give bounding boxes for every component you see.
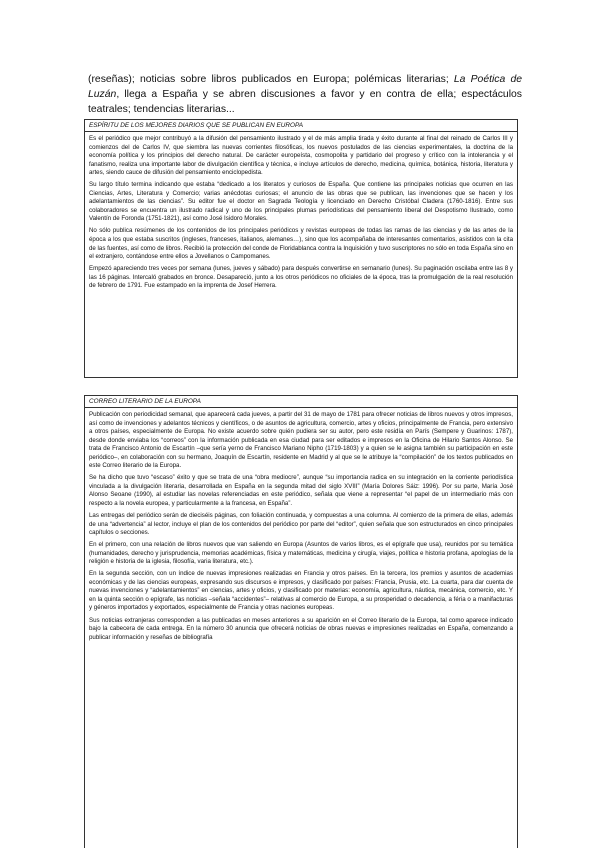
box1-paragraph-3: No sólo publica resúmenes de los contenidos de los principales periódicos y revistas europeas de todas las ramas de las ciencias y de las artes de la época a los que estaba suscritos (ingleses, franceses, italianos, alemanes…), sino que los acompañaba de interesantes comentarios, asistidos con la cita de las fuentes, así como de libros. Recibió la protección del conde de Floridablanca contra la Inquisición y tuvo suscriptores no sólo en toda España sino en el extranjero, contándose entre ellos a Jovellanos o Campomanes. (89, 227, 513, 261)
box2-paragraph-5: En la segunda sección, con un índice de nuevas impresiones realizadas en Francia y otros países. En la tercera, los premios y asuntos de academias económicas y de las ciencias europeas, expresando sus discursos e impresos, y clasificado por países: Francia, Prusia, etc. La cuarta, para dar cuenta de nuevas invenciones y “adelantamientos” en ciencias, artes y oficios, y clasificado por materias: economía, agricultura, náutica, mecánica, comercio, etc. Y en la quinta sección o epígrafe, las noticias –señala “accidentes”– relativas al comercio de Europa, a su prosperidad o decadencia, a féria o a manifacturas y géneros importados y exportados, especialmente de Francia y otras naciones europeas. (89, 570, 513, 612)
box1-paragraph-4: Empezó apareciendo tres veces por semana (lunes, jueves y sábado) para después convertirse en semanario (lunes). Su paginación oscilaba entre las 8 y las 16 páginas. Intercaló grabados en bronce. Desapareció, junto a los otros periódicos no oficiales de la época, tras la promulgación de la real resolución de febrero de 1791. Fue estampado en la imprenta de Josef Herrera. (89, 265, 513, 290)
box2-paragraph-2: Se ha dicho que tuvo “escaso” éxito y que se trata de una “obra mediocre”, aunque “su importancia radica en su integración en la corriente periodística vinculada a la divulgación literaria, desarrollada en España en la segunda mitad del siglo XVIII” (María Dolores Sáiz: 1996). Por su parte, María José Alonso Seoane (1990), al estudiar las novelas referenciadas en este periódico, señala que viene a representar “el papel de un intermediario más con respecto a la novela europea, y particularmente a la francesa, en España”. (89, 474, 513, 507)
box2-paragraph-1: Publicación con periodicidad semanal, que aparecerá cada jueves, a partir del 31 de mayo de 1781 para ofrecer noticias de libros nuevos y otros impresos, así como de invenciones y adelantos técnicos y científicos, o de asuntos de agricultura, comercio, artes y oficios, principalmente de Francia, pero extensivo a otros países, especialmente de Europa. No existe acuerdo sobre quién pudiera ser su autor, pero este residía en París (Sempere y Guarinos: 1787), desde donde enviaba los “correos” con la información publicada en esa ciudad para ser editados e impresos en la Oficina de Hilario Santos Alonso. Se trata de Francisco Antonio de Escartín –que sería yerno de Francisco Mariano Nipho (1719-1803) y a quien se le asigna también su participación en este periódico–, en colaboración con su hermano, Joaquín de Escartín, residente en Madrid y al que se le atribuye la “compilación” de los textos publicados en este Correo literario de la Europa. (89, 411, 513, 470)
intro-paragraph (88, 72, 522, 117)
intro-text-2: , llega a España y se abren discusiones a favor y en contra de ella; espectáculos teatrales; tendencias literarias... (88, 89, 522, 115)
box2-paragraph-4: En el primero, con una relación de libros nuevos que van saliendo en Europa (Asuntos de varios libros, es el epígrafe que usa), reunidos por su temática (humanidades, derecho y jurisprudencia, memorias académicas, física y matemáticas, medicina y cirugía, viajes, política e historia profana, apologías de la religión e historia de la iglesia, filosofía, varia literatura, etc.). (89, 541, 513, 566)
box-title-correo: CORREO LITERARIO DE LA EUROPA (85, 397, 517, 408)
intro-text-1: (reseñas); noticias sobre libros publicados en Europa; polémicas literarias; (88, 74, 454, 85)
box1-paragraph-1: Es el periódico que mejor contribuyó a la difusión del pensamiento ilustrado y el de más amplia tirada y éxito durante al final del reinado de Carlos III y comienzos del de Carlos IV, que siembra las nuevas corrientes filosóficas, los nuevos postulados de las ciencias experimentales, la doctrina de la economía política y los principios del derecho natural. De carácter europeísta, cosmopolita y partidario del progreso y crítico con la intolerancia y el fanatismo, realiza una importante labor de divulgación científica y técnica, e incluye artículos de derecho, medicina, química, botánica, historia, literatura y artes, siendo cauce de difusión del pensamiento enciclopedista. (89, 135, 513, 177)
intro-italic-title: La Poética de Luzán (88, 74, 522, 100)
box2-paragraph-6: Sus noticias extranjeras corresponden a las publicadas en meses anteriores a su aparición en el Correo literario de la Europa, tal como aparece indicado bajo la cabecera de cada entrega. En la número 30 anuncia que ofrecerá noticias de obras nuevas e impresiones realizadas en España, comenzando a publicar información y reseñas de bibliografía (89, 616, 513, 641)
box-correo-literario (84, 395, 518, 848)
box-espiritu-diarios (84, 119, 518, 378)
box2-paragraph-3: Las entregas del periódico serán de dieciséis páginas, con foliación continuada, y compuestas a una columna. Al comienzo de la primera de ellas, además de una “advertencia” al lector, incluye el plan de los contenidos del periódico por parte del “editor”, quien señala que son estructurados en cinco principales capítulos o secciones. (89, 512, 513, 537)
box1-paragraph-2: Su largo título termina indicando que estaba “dedicado a los literatos y curiosos de España. Que contiene las principales noticias que ocurren en las Ciencias, Artes, Literatura y Comercio; varias anécdotas curiosas; el anuncio de las obras que se publican, las invenciones que se hacen y los adelantamientos de las ciencias”. Su editor fue el doctor en Sagrada Teología y licenciado en Derecho Cristóbal Cladera (1760-1816). Entre sus colaboradores se encuentra un ilustrado radical y uno de los principales plumas periodísticas del pensamiento liberal del Despotismo Ilustrado, como Valentín de Foronda (1751-1821), así como José Isidoro Morales. (89, 181, 513, 223)
box-title-espiritu: ESPÍRITU DE LOS MEJORES DIARIOS QUE SE PUBLICAN EN EUROPA (85, 121, 517, 132)
